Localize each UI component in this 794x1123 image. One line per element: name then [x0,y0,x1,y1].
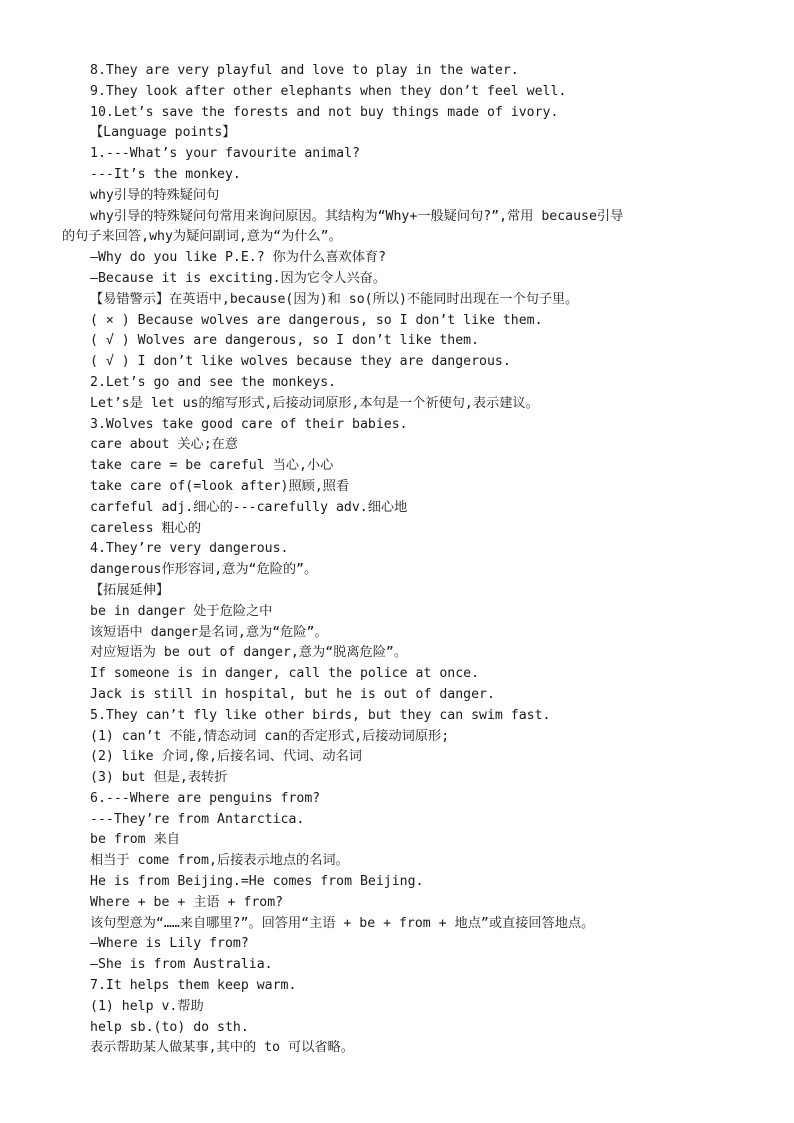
text-line: 1.---What’s your favourite animal? [90,146,360,162]
text-line: 9.They look after other elephants when they don’t feel well. [90,83,567,99]
text-line: 3.Wolves take good care of their babies. [90,416,408,432]
text-line: 该短语中 danger是名词,意为“危险”。 [90,624,328,640]
text-line: 5.They can’t fly like other birds, but they can swim fast. [90,707,551,723]
text-line: why引导的特殊疑问句常用来询问原因。其结构为“Why+一般疑问句?”,常用 because引导 [90,208,624,224]
text-line: Jack is still in hospital, but he is out of danger. [90,686,495,702]
text-line: dangerous作形容词,意为“危险的”。 [90,562,318,578]
section-heading: 【Language points】 [90,125,236,141]
text-line: 表示帮助某人做某事,其中的 to 可以省略。 [90,1040,354,1056]
text-line: 2.Let’s go and see the monkeys. [90,374,337,390]
text-line: careless 粗心的 [90,520,202,536]
section-heading: 【拓展延伸】 [90,582,170,598]
text-line: If someone is in danger, call the police at once. [90,666,480,682]
text-line: (1) can’t 不能,情态动词 can的否定形式,后接动词原形; [90,728,450,744]
text-line: carfeful adj.细心的---carefully adv.细心地 [90,499,408,515]
text-line: ( √ ) Wolves are dangerous, so I don’t like them. [90,333,480,349]
text-line: 8.They are very playful and love to play in the water. [90,63,519,78]
text-line: Where + be + 主语 + from? [90,894,284,910]
text-line: 相当于 come from,后接表示地点的名词。 [90,853,349,869]
text-line: 对应短语为 be out of danger,意为“脱离危险”。 [90,645,408,661]
text-line: take care = be careful 当心,小心 [90,458,334,474]
text-line: ( × ) Because wolves are dangerous, so I don’t like them. [90,312,543,328]
section-heading: 【易错警示】在英语中,because(因为)和 so(所以)不能同时出现在一个句子里。 [90,291,579,307]
text-line: care about 关心;在意 [90,437,239,453]
text-line: (3) but 但是,表转折 [90,770,228,786]
text-line: ---They’re from Antarctica. [90,811,305,827]
text-line: He is from Beijing.=He comes from Beijing. [90,874,424,890]
text-line: 10.Let’s save the forests and not buy things made of ivory. [90,104,559,120]
text-line: 7.It helps them keep warm. [90,978,297,994]
text-line: help sb.(to) do sth. [90,1019,249,1035]
text-line: (1) help v.帮助 [90,998,204,1014]
text-line: —Where is Lily from? [90,936,249,952]
text-line: —She is from Australia. [90,957,273,973]
document-body [62,61,742,1059]
text-line: (2) like 介词,像,后接名词、代词、动名词 [90,749,362,765]
text-line: take care of(=look after)照顾,照看 [90,478,350,494]
text-line: —Why do you like P.E.? 你为什么喜欢体育? [90,250,387,266]
text-line: be in danger 处于危险之中 [90,603,273,619]
text-line: 4.They’re very dangerous. [90,541,289,557]
text-line: 的句子来回答,why为疑问副词,意为“为什么”。 [62,229,342,245]
text-line: be from 来自 [90,832,180,848]
text-line: 该句型意为“……来自哪里?”。回答用“主语 + be + from + 地点”或直接回答地点。 [90,915,595,931]
text-line: —Because it is exciting.因为它令人兴奋。 [90,270,387,286]
text-line: why引导的特殊疑问句 [90,187,220,203]
text-line: Let’s是 let us的缩写形式,后接动词原形,本句是一个祈使句,表示建议。 [90,395,539,411]
text-line: ---It’s the monkey. [90,166,241,182]
text-line: ( √ ) I don’t like wolves because they are dangerous. [90,354,511,370]
text-line: 6.---Where are penguins from? [90,790,321,806]
